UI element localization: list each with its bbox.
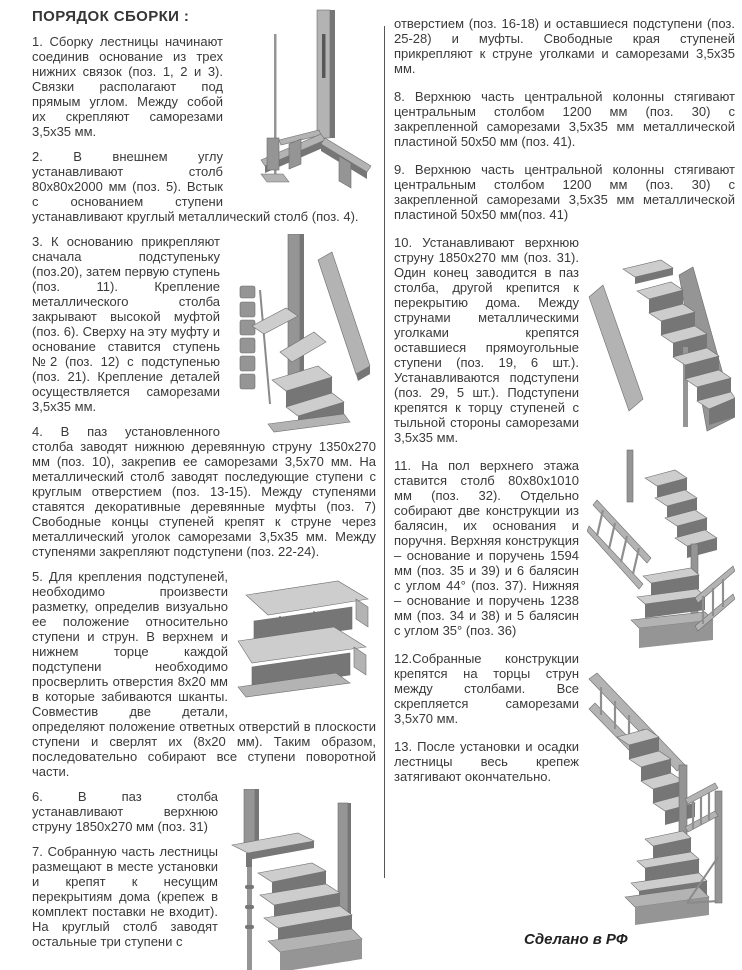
base-frame-drawing [231, 8, 376, 192]
right-column [394, 0, 735, 933]
page-title: ПОРЯДОК СБОРКИ : [32, 8, 190, 25]
turn-assembly-drawing [226, 789, 376, 970]
final-staircase-drawing [587, 671, 735, 929]
step-4-paragraph: 4. В паз установленного столба заводят нижнюю деревянную струну 1350х270 мм (поз. 10), закрепив ее саморезами 3,5х70 мм. На металлический столб заводят последующие ступени с круглым отверстием (поз. 13-15). Между ступенями ставятся декоративные деревянные муфты (поз. 7) Свободные концы ступеней крепят к струне через металлический уголок саморезами 3,5х35 мм. Между ступенями закрепляют подступени (поз. 22-24). [32, 424, 376, 559]
step-3-paragraph: 3. К основанию прикрепляют сначала подступеньку (поз.20), затем первую ступень (поз. 11). Крепление металлического столба закрывают высокой муфтой (поз. 6). Сверху на эту муфту и основание ставится ступень №2 (поз. 12) с подступенью (поз. 21). Крепление деталей осуществляется саморезами 3,5х35 мм. [32, 234, 220, 414]
step-6-paragraph: 6. В паз столба устанавливают верхнюю струну 1850х270 мм (поз. 31) [32, 789, 218, 834]
right-illustrations-stack [587, 235, 735, 929]
base-frame-illustration [231, 8, 376, 192]
winder-start-illustration [228, 234, 376, 434]
column-divider [384, 26, 385, 878]
riser-dowels-illustration [236, 569, 376, 714]
step-12-paragraph: 12.Собранные конструкции крепятся на торцы струн между столбами. Все скрепляется саморезами 3,5х70 мм. [394, 651, 579, 726]
step-8-paragraph: 8. Верхнюю часть центральной колонны стягивают центральным столбом 1200 мм (поз. 30) с закрепленной саморезами 3,5х35 мм металлической пластиной 50х50 мм (поз. 41). [394, 89, 735, 149]
step-11-paragraph: 11. На пол верхнего этажа ставится столб 80х80х1010 мм (поз. 32). Отдельно собирают две конструкции из балясин, их основания и поручня. Верхняя конструкция – основание и поручень 1594 мм (поз. 35 и 39) и 6 балясин с углом 44° (поз. 37). Нижняя – основание и поручень 1238 мм (поз. 34 и 38) и 5 балясин с углом 35° (поз. 36) [394, 458, 579, 638]
left-column [32, 0, 376, 970]
riser-dowels-drawing [236, 569, 376, 714]
made-in-rf-label: Сделано в РФ [524, 931, 628, 948]
step-5-paragraph: 5. Для крепления подступеней, необходимо произвести разметку, определив визуально ее положение относительно ступени и струн. В верхнем и нижнем торце каждой подступени необходимо просверлить отверстия 8х20 мм в которые забиваются шканты. Совместив две детали, определяют положение ответных отверстий в плоскости ступени и сверлят их (8х20 мм). Таким образом, последовательно собирают все ступени поворотной части. [32, 569, 376, 779]
balustrade-assembly-drawing [587, 448, 735, 663]
step-7-paragraph: 7. Собранную часть лестницы размещают в месте установки и крепят к несущим перекрытиям дома (крепеж в комплект поставки не входит). На круглый столб заводят остальные три ступени с [32, 844, 218, 949]
step-13-paragraph: 13. После установки и осадки лестницы весь крепеж затягивают окончательно. [394, 739, 579, 784]
turn-assembly-illustration [226, 789, 376, 970]
step-1-paragraph: 1. Сборку лестницы начинают соединив основание из трех нижних связок (поз. 1, 2 и 3). Связки располагают под прямым углом. Между собой их скрепляют саморезами 3,5х35 мм. [32, 34, 223, 139]
upper-flight-drawing [587, 235, 735, 440]
winder-start-drawing [228, 234, 376, 434]
step-10-paragraph: 10. Устанавливают верхнюю струну 1850х270 мм (поз. 31). Один конец заводится в паз столба, другой крепится к перекрытию дома. Между струнами металлическими уголками крепятся оставшиеся прямоугольные ступени (поз. 19, 6 шт.). Устанавливаются подступени (поз. 29, 5 шт.). Подступени крепятся к торцу ступеней с тыльной стороны саморезами 3,5х35 мм. [394, 235, 579, 445]
step-9-paragraph: 9. Верхнюю часть центральной колонны стягивают центральным столбом 1200 мм (поз. 30) с закрепленной саморезами 3,5х35 мм металлической пластиной 50х50 мм(поз. 41) [394, 162, 735, 222]
step-2-paragraph: 2. В внешнем углу устанавливают столб 80х80х2000 мм (поз. 5). Встык с основанием ступени устанавливают круглый металлический столб (поз. 4). [32, 149, 359, 224]
step-7-continuation-paragraph: отверстием (поз. 16-18) и оставшиеся подступени (поз. 25-28) и муфты. Свободные края ступеней прикрепляют к струне уголками и саморезами 3,5х35 мм. [394, 16, 735, 76]
